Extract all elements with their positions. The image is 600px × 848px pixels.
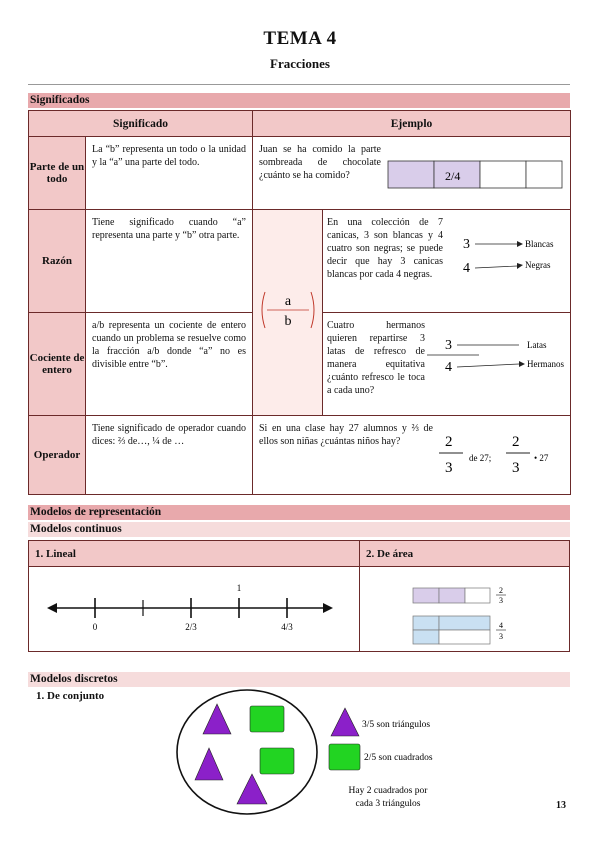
row-desc-cociente: a/b representa un cociente de entero cuando un problema se resuelve como la fracción a/b donde “a” no es divisible entre “b”.	[86, 313, 253, 416]
legend-square-icon	[329, 744, 360, 770]
col-header-significado: Significado	[29, 111, 253, 137]
row-example-cociente	[323, 313, 571, 416]
operador-num-1: 2	[445, 434, 453, 450]
operador-den-1: 3	[445, 460, 453, 476]
cociente-num: 3	[445, 338, 452, 353]
area-model-figure	[360, 568, 569, 650]
fraction-a-b-cell	[253, 210, 323, 416]
row-example-parte-todo	[253, 137, 571, 210]
set-model-figure	[170, 686, 480, 820]
example-text-parte-todo: Juan se ha comido la parte sombreada de chocolate ¿cuánto se ha comido?	[259, 144, 381, 181]
number-line	[29, 568, 359, 650]
title-divider	[28, 84, 570, 85]
page-title: TEMA 4	[263, 28, 337, 49]
cociente-label-hermanos: Hermanos	[527, 359, 564, 369]
lineal-title: 1. Lineal	[29, 541, 359, 567]
operador-text-por27: • 27	[534, 453, 549, 463]
operador-den-2: 3	[512, 460, 520, 476]
cociente-label-latas: Latas	[527, 340, 547, 350]
area-fraction1-den: 3	[499, 596, 503, 605]
section-modelos: Modelos de representación	[28, 505, 570, 520]
row-name-cociente: Cociente de entero	[29, 313, 86, 416]
chocolate-fraction-label: 2/4	[445, 169, 461, 183]
col-header-ejemplo: Ejemplo	[253, 111, 571, 137]
fraction-a: a	[284, 294, 292, 309]
example-text-razon: En una colección de 7 canicas, 3 son blancas y 4 cuatro son negras; se puede decir que hay 3 canicas blancas por cada 4 negras.	[327, 217, 443, 280]
operador-figure	[433, 416, 571, 494]
row-desc-operador: Tiene significado de operador cuando dices: ⅔ de…, ¼ de …	[86, 416, 253, 495]
area-title: 2. De área	[360, 541, 569, 567]
squares-text: 2/5 son cuadrados	[364, 753, 433, 763]
area-fraction2-den: 3	[499, 632, 503, 641]
triangles-text: 3/5 son triángulos	[362, 720, 431, 730]
continuous-models-box	[28, 540, 570, 652]
chocolate-bar-figure	[383, 137, 573, 209]
fraction-a-over-b	[253, 210, 323, 410]
square-1	[250, 706, 284, 732]
example-text-cociente: Cuatro hermanos quieren repartirse 3 latas de refresco de manera equitativa ¿cuánto refresco le toca a cada uno?	[327, 320, 425, 396]
cociente-figure	[423, 313, 571, 413]
page-number: 13	[556, 800, 566, 811]
set-caption-line1: Hay 2 cuadrados por	[348, 786, 428, 796]
operador-num-2: 2	[512, 434, 520, 450]
section-discretos: Modelos discretos	[28, 672, 570, 687]
numberline-label-1: 1	[236, 583, 242, 593]
legend-triangle-icon	[331, 708, 359, 736]
row-desc-razon: Tiene significado cuando “a” representa una parte y “b” otra parte.	[86, 210, 253, 313]
fraction-b: b	[284, 314, 292, 329]
conjunto-title: 1. De conjunto	[36, 690, 105, 702]
area-fraction1-num: 2	[499, 586, 503, 595]
example-text-operador: Si en una clase hay 27 alumnos y ⅔ de ellos son niñas ¿cuántas niños hay?	[259, 423, 433, 447]
razon-num: 3	[463, 237, 470, 252]
square-2	[260, 748, 294, 774]
set-caption-line2: cada 3 triángulos	[355, 799, 421, 809]
section-significados: Significados	[28, 93, 570, 108]
numberline-label-4-3: 4/3	[281, 622, 293, 632]
cociente-den: 4	[445, 360, 452, 375]
razon-label-negras: Negras	[525, 260, 551, 270]
razon-label-blancas: Blancas	[525, 239, 554, 249]
significados-table	[28, 110, 571, 495]
area-fraction2-num: 4	[499, 621, 503, 630]
row-name-parte-todo: Parte de un todo	[29, 137, 86, 210]
razon-figure	[445, 210, 571, 310]
numberline-label-2-3: 2/3	[185, 622, 197, 632]
operador-text-de27: de 27;	[469, 453, 492, 463]
numberline-label-0: 0	[92, 622, 98, 632]
razon-den: 4	[463, 261, 470, 276]
row-example-razon	[323, 210, 571, 313]
section-continuos: Modelos continuos	[28, 522, 570, 537]
page-subtitle: Fracciones	[270, 56, 330, 71]
row-desc-parte-todo: La “b” representa un todo o la unidad y la “a” una parte del todo.	[86, 137, 253, 210]
row-name-operador: Operador	[29, 416, 86, 495]
row-example-operador	[253, 416, 571, 495]
row-name-razon: Razón	[29, 210, 86, 313]
